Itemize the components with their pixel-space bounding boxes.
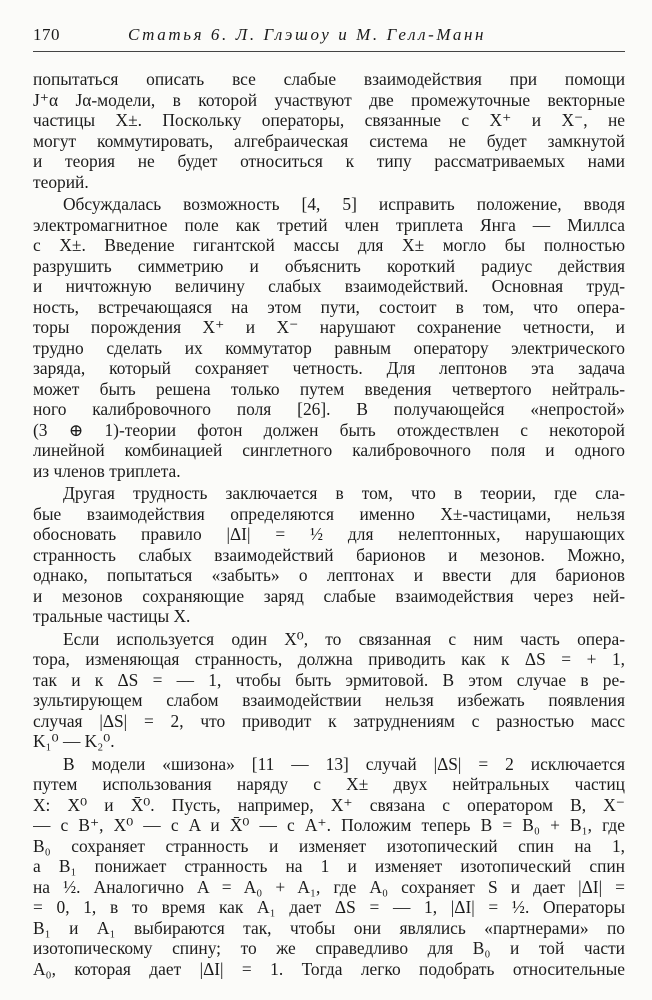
text-line: частицы X±. Поскольку операторы, связанные с X⁺ и X⁻, не — [33, 110, 625, 130]
text-line: путем использования наряду с X± двух нейтральных частиц — [33, 774, 625, 794]
text-line: так и к ΔS = — 1, чтобы быть эрмитовой. В этом случае в ре- — [33, 669, 625, 690]
running-title: Статья 6. Л. Глэшоу и М. Гелл-Манн — [128, 25, 487, 44]
running-head — [33, 25, 625, 52]
text-line: однако, попытаться «забыть» о лептонах и ввести для барионов — [33, 565, 625, 585]
text-line: J⁺α Jα-модели, в которой участвуют две промежуточные векторные — [33, 89, 625, 110]
text-line: могут коммутировать, алгебраическая система не будет замкнутой — [33, 130, 625, 151]
text-line: Если используется один X⁰, то связанная с ним часть опера- — [63, 628, 625, 649]
text-line: а B₁ понижает странность на 1 и изменяет изотопический спин — [33, 856, 625, 876]
paragraph — [33, 69, 625, 192]
text-line: В модели «шизона» [11 — 13] случай |ΔS| = 2 исключается — [63, 753, 625, 774]
text-line: торы порождения X⁺ и X⁻ нарушают сохранение четности, и — [33, 317, 625, 337]
paragraph — [33, 629, 625, 752]
text-line: электромагнитное поле как третий член триплета Янга — Миллса — [33, 214, 625, 235]
text-line: заряда, который сохраняет четность. Для лептонов эта задача — [33, 358, 625, 378]
text-line: из членов триплета. — [33, 460, 181, 481]
text-line: ного калибровочного поля [26]. В получающейся «непростой» — [33, 399, 625, 419]
paragraph — [33, 754, 625, 980]
text-line: может быть решена только путем введения четвертого нейтраль- — [33, 378, 625, 399]
text-line: тора, изменяющая странность, должна приводить как к ΔS = + 1, — [33, 649, 625, 669]
text-line: B₀ сохраняет странность и изменяет изотопический спин на 1, — [33, 835, 625, 856]
text-line: странность слабых взаимодействий барионов и мезонов. Можно, — [33, 544, 625, 565]
text-line: — с B⁺, X⁰ — с A и X̄⁰ — с A⁺. Положим теперь B = B₀ + B₁, где — [33, 815, 625, 835]
text-line: = 0, 1, в то время как A₁ дает ΔS = — 1, |ΔI| = ½. Операторы — [33, 897, 625, 917]
text-line: случая |ΔS| = 2, что приводит к затруднениям с разностью масс — [33, 710, 625, 731]
text-line: теорий. — [33, 171, 89, 192]
text-line: с X±. Введение гигантской массы для X± могло бы полностью — [33, 235, 625, 255]
body-text — [33, 69, 625, 979]
text-line: изотопическому спину; то же справедливо для B₀ и той части — [33, 938, 625, 958]
page-number: 170 — [33, 25, 60, 44]
paragraph — [33, 483, 625, 627]
text-line: разрушить симметрию и объяснить короткий радиус действия — [33, 255, 625, 276]
paragraph — [33, 194, 625, 481]
text-line: бые взаимодействия определяются именно X±-частицами, нельзя — [33, 503, 625, 524]
text-line: тральные частицы X. — [33, 606, 191, 626]
text-line: на ½. Аналогично A = A₀ + A₁, где A₀ сохраняет S и дает |ΔI| = — [33, 876, 625, 897]
text-line: обосновать правило |ΔI| = ½ для нелептонных, нарушающих — [33, 524, 625, 544]
text-line: Обсуждалась возможность [4, 5] исправить положение, вводя — [63, 194, 625, 214]
text-line: и теория не будет относиться к типу рассматриваемых нами — [33, 151, 625, 171]
text-line: и ничтожную величину слабых взаимодействий. Основная труд- — [33, 276, 625, 296]
text-line: (3 ⊕ 1)-теории фотон должен быть отождествлен с некоторой — [33, 419, 625, 440]
text-line: линейной комбинацией синглетного калибровочного поля и одного — [33, 440, 625, 460]
text-line: Другая трудность заключается в том, что в теории, где сла- — [63, 483, 625, 503]
text-line: ность, встречающаяся на этом пути, состоит в том, что опера- — [33, 296, 625, 317]
text-line: трудно сделать их коммутатор равным оператору электрического — [33, 337, 625, 358]
text-line: B₁ и A₁ выбираются так, чтобы они являлись «партнерами» по — [33, 917, 625, 938]
text-line: K₁⁰ — K₂⁰. — [33, 731, 115, 751]
text-line: X: X⁰ и X̄⁰. Пусть, например, X⁺ связана с оператором B, X⁻ — [33, 794, 625, 815]
text-line: и мезонов сохраняющие заряд слабые взаимодействия через ней- — [33, 585, 625, 606]
text-line: A₀, которая дает |ΔI| = 1. Тогда легко подобрать относительные — [33, 958, 625, 979]
text-line: зультирующем слабом взаимодействии нельзя избежать появления — [33, 690, 625, 710]
text-line: попытаться описать все слабые взаимодействия при помощи — [33, 69, 625, 89]
